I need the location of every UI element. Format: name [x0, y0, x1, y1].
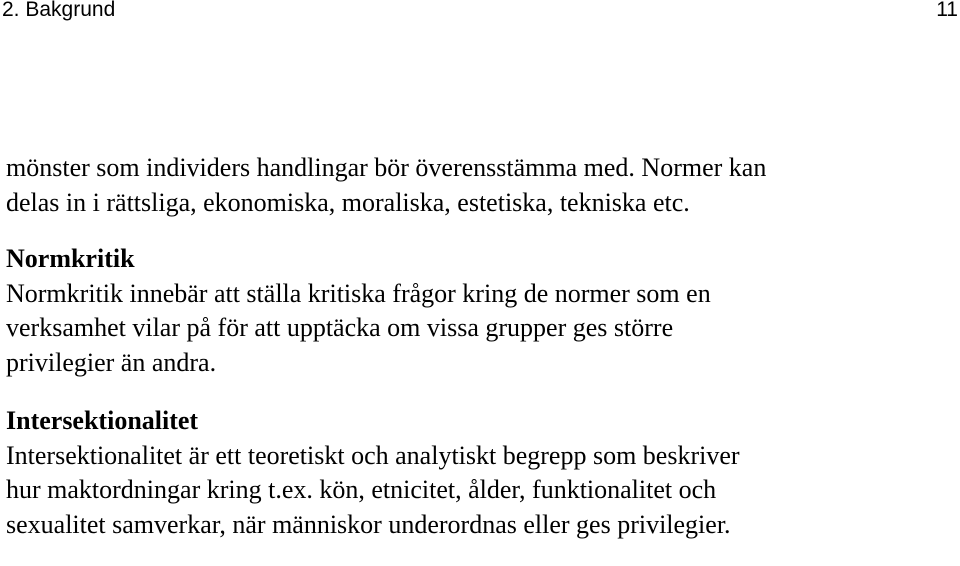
section-heading: Normkritik: [6, 244, 135, 273]
section-normkritik: [6, 242, 956, 380]
document-body: [6, 151, 956, 542]
text-line: Normkritik innebär att ställa kritiska frågor kring de normer som en: [6, 278, 711, 308]
section-intersektionalitet: [6, 404, 956, 542]
section-heading: Intersektionalitet: [6, 406, 199, 435]
text-line: hur maktordningar kring t.ex. kön, etnicitet, ålder, funktionalitet och: [6, 475, 717, 504]
intro-paragraph: [6, 151, 956, 220]
text-line: delas in i rättsliga, ekonomiska, moraliska, estetiska, tekniska etc.: [6, 187, 690, 217]
text-line: sexualitet samverkar, när människor underordnas eller ges privilegier.: [6, 509, 731, 539]
text-line: mönster som individers handlingar bör överensstämma med. Normer kan: [6, 153, 767, 182]
spacer: [6, 380, 956, 404]
spacer: [6, 220, 956, 242]
section-title: 2. Bakgrund: [2, 0, 116, 21]
text-line: verksamhet vilar på för att upptäcka om vissa grupper ges större: [6, 313, 674, 342]
page-header: [0, 0, 960, 26]
page-number: 11: [936, 0, 958, 21]
text-line: privilegier än andra.: [6, 347, 217, 377]
text-line: Intersektionalitet är ett teoretiskt och analytiskt begrepp som beskriver: [6, 440, 740, 470]
